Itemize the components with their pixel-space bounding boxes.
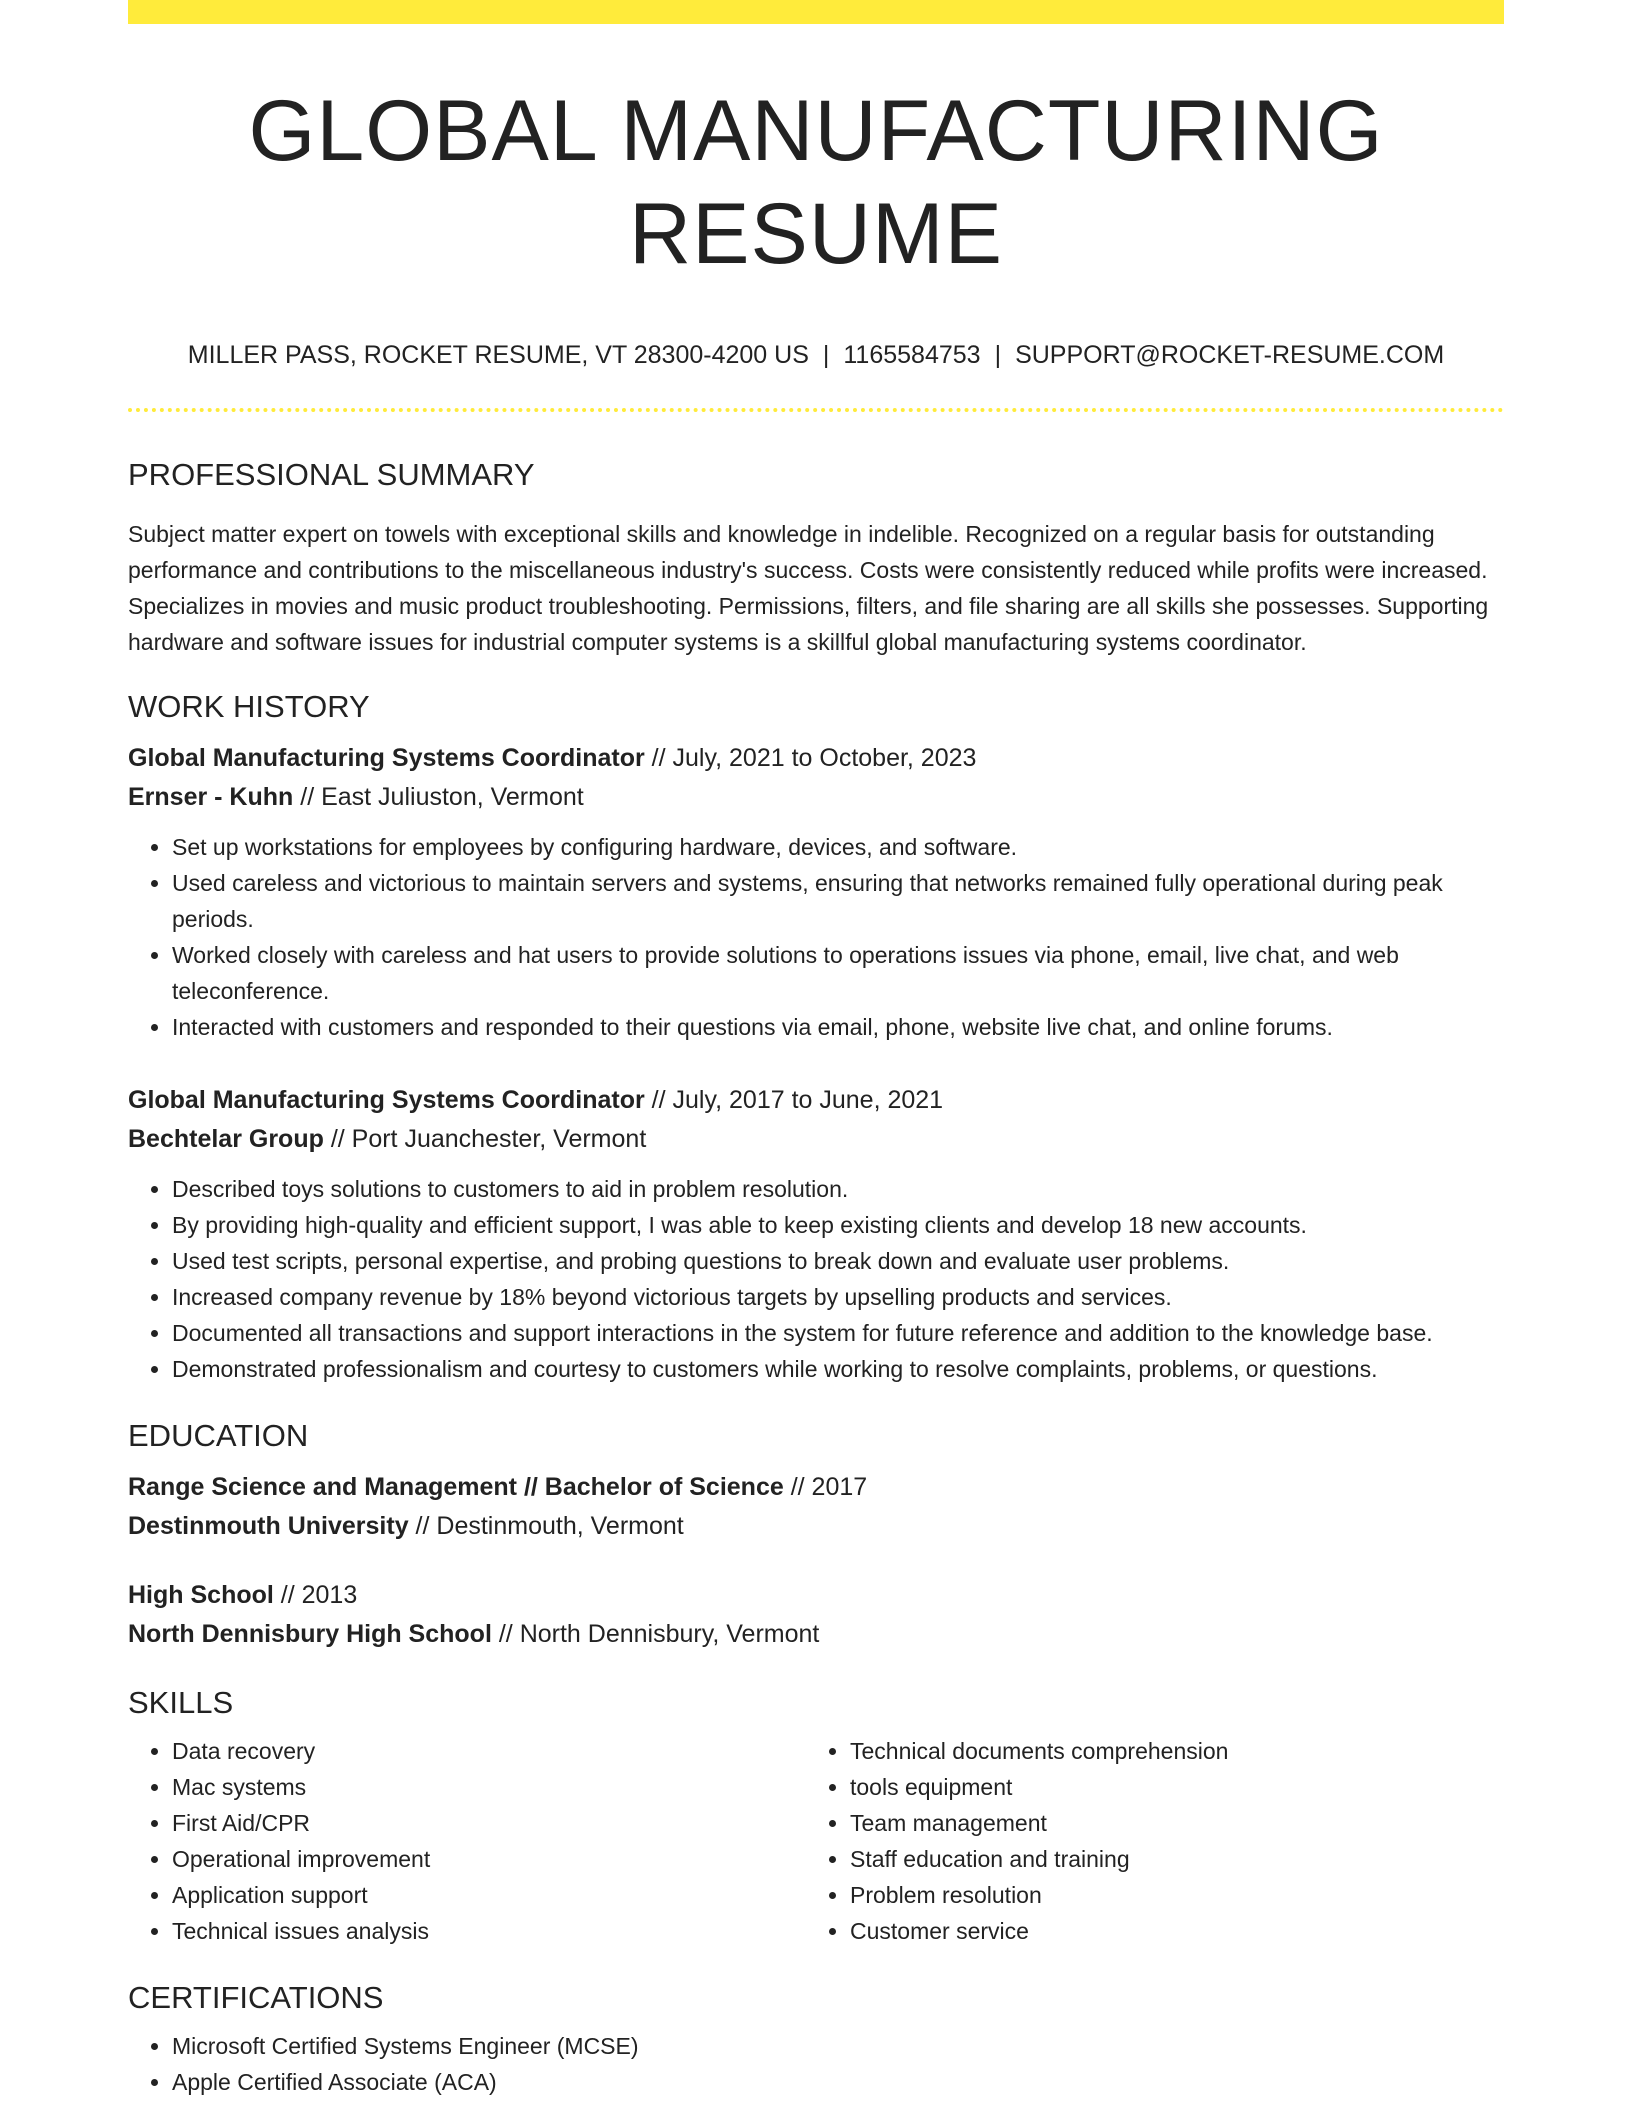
work-history-section-title: WORK HISTORY: [128, 688, 370, 724]
education-degree-line: [128, 1468, 1504, 1507]
job-bullet: • By providing high-quality and efficient support, I was able to keep existing clients and develop 18 new accounts.: [172, 1207, 1504, 1243]
education-degree: High School: [128, 1580, 274, 1609]
job-bullet: • Used test scripts, personal expertise, and probing questions to break down and evaluate user problems.: [172, 1243, 1504, 1279]
contact-separator: |: [822, 341, 830, 370]
job-dates: // July, 2021 to October, 2023: [644, 743, 977, 772]
skills-columns: [128, 1733, 1504, 1949]
certification-item: • Microsoft Certified Systems Engineer (MCSE): [172, 2028, 1504, 2064]
skill-item: • Operational improvement: [172, 1841, 806, 1877]
education-location: // North Dennisbury, Vermont: [491, 1619, 820, 1648]
education-school: North Dennisbury High School: [128, 1619, 492, 1648]
job-title-line: [128, 1081, 1504, 1120]
job-bullets: [128, 1171, 1504, 1387]
certification-item: • Apple Certified Associate (ACA): [172, 2064, 1504, 2100]
skill-item: • Staff education and training: [850, 1841, 1484, 1877]
education-degree: Range Science and Management // Bachelor of Science: [128, 1472, 784, 1501]
education-school-line: [128, 1507, 1504, 1546]
job-title: Global Manufacturing Systems Coordinator: [128, 743, 645, 772]
education-degree-line: [128, 1576, 1504, 1615]
header-divider: [128, 408, 1504, 412]
job-company-line: [128, 778, 1504, 817]
education-entry: [128, 1468, 1504, 1546]
job-company-line: [128, 1120, 1504, 1159]
top-accent-bar: [128, 0, 1504, 24]
skill-item: • Mac systems: [172, 1769, 806, 1805]
contact-line: [128, 340, 1504, 370]
education-school: Destinmouth University: [128, 1511, 409, 1540]
job-bullet: • Demonstrated professionalism and courtesy to customers while working to resolve complaints, problems, or questions.: [172, 1351, 1504, 1387]
education-entry: [128, 1576, 1504, 1654]
job-bullets: [128, 829, 1504, 1045]
skill-item: • Data recovery: [172, 1733, 806, 1769]
job-location: // East Juliuston, Vermont: [293, 782, 584, 811]
certifications-list: [128, 2028, 1504, 2100]
job-bullet: • Increased company revenue by 18% beyond victorious targets by upselling products and services.: [172, 1279, 1504, 1315]
job-title: Global Manufacturing Systems Coordinator: [128, 1085, 645, 1114]
summary-section-title: PROFESSIONAL SUMMARY: [128, 457, 535, 493]
resume-name-heading: GLOBAL MANUFACTURING RESUME: [248, 83, 1384, 283]
job-company: Bechtelar Group: [128, 1124, 324, 1153]
skill-item: • Application support: [172, 1877, 806, 1913]
job-company: Ernser - Kuhn: [128, 782, 294, 811]
skill-item: • Technical documents comprehension: [850, 1733, 1484, 1769]
skill-item: • Problem resolution: [850, 1877, 1484, 1913]
contact-separator: |: [994, 341, 1002, 370]
education-school-line: [128, 1615, 1504, 1654]
resume-content: [128, 0, 1504, 2100]
education-year: // 2017: [783, 1472, 868, 1501]
skills-list-left: [128, 1733, 806, 1949]
skill-item: • Customer service: [850, 1913, 1484, 1949]
skill-item: • Team management: [850, 1805, 1484, 1841]
job-entry: [128, 1081, 1504, 1387]
job-bullet: • Set up workstations for employees by configuring hardware, devices, and software.: [172, 829, 1504, 865]
job-bullet: • Used careless and victorious to maintain servers and systems, ensuring that networks remained fully operational during peak periods.: [172, 865, 1504, 937]
education-year: // 2013: [273, 1580, 358, 1609]
job-bullet: • Interacted with customers and responded to their questions via email, phone, website live chat, and online forums.: [172, 1009, 1504, 1045]
contact-email: SUPPORT@ROCKET-RESUME.COM: [1015, 341, 1445, 370]
job-bullet: • Documented all transactions and support interactions in the system for future reference and addition to the knowledge base.: [172, 1315, 1504, 1351]
job-bullet: • Described toys solutions to customers to aid in problem resolution.: [172, 1171, 1504, 1207]
skills-section-title: SKILLS: [128, 1684, 234, 1720]
contact-phone: 1165584753: [843, 341, 981, 370]
education-location: // Destinmouth, Vermont: [408, 1511, 684, 1540]
skill-item: • tools equipment: [850, 1769, 1484, 1805]
job-dates: // July, 2017 to June, 2021: [644, 1085, 944, 1114]
certifications-section-title: CERTIFICATIONS: [128, 1980, 384, 2016]
job-entry: [128, 739, 1504, 1045]
contact-address: MILLER PASS, ROCKET RESUME, VT 28300-4200 US: [187, 341, 809, 370]
education-section-title: EDUCATION: [128, 1417, 309, 1453]
skills-list-right: [806, 1733, 1484, 1949]
job-title-line: [128, 739, 1504, 778]
job-location: // Port Juanchester, Vermont: [323, 1124, 647, 1153]
skill-item: • First Aid/CPR: [172, 1805, 806, 1841]
skill-item: • Technical issues analysis: [172, 1913, 806, 1949]
job-bullet: • Worked closely with careless and hat users to provide solutions to operations issues via phone, email, live chat, and web teleconference.: [172, 937, 1504, 1009]
summary-text: Subject matter expert on towels with exceptional skills and knowledge in indelible. Recognized on a regular basis for outstanding performance and contributions to the miscellaneous industry's success. Costs were consistently reduced while profits were increased. Specializes in movies and music product troubleshooting. Permissions, filters, and file sharing are all skills she possesses. Supporting hardware and software issues for industrial computer systems is a skillful global manufacturing systems coordinator.: [128, 520, 1489, 655]
